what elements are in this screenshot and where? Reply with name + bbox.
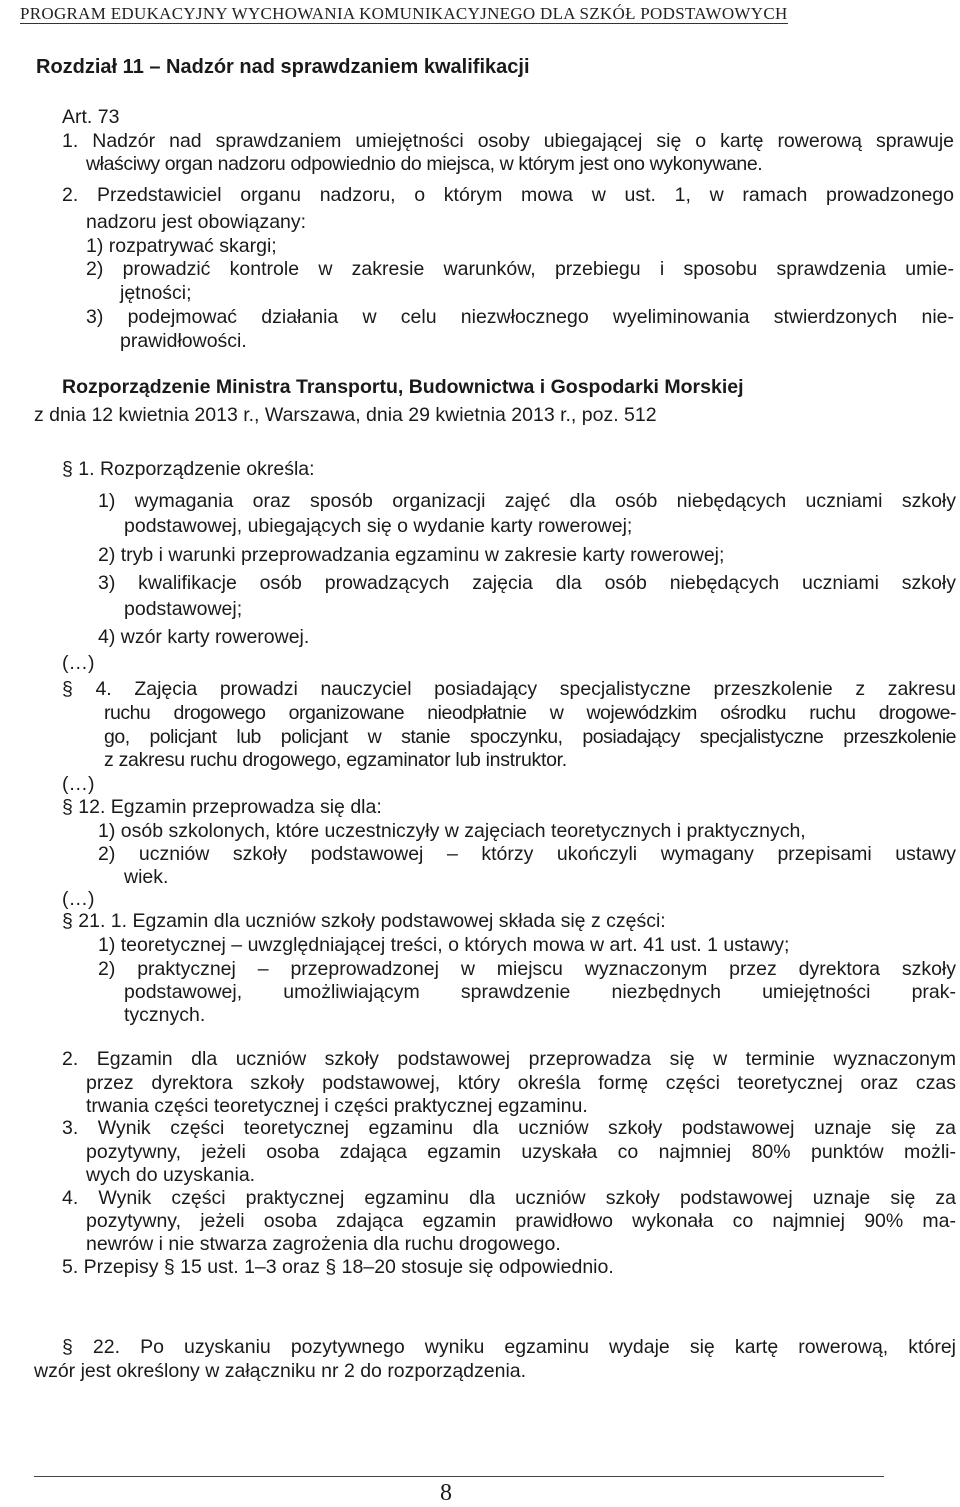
section21-item2-line3: tycznych. bbox=[124, 1004, 206, 1026]
art73-item2-line2: jętności; bbox=[120, 282, 192, 304]
section21-item2-line2: podstawowej, umożliwiającym sprawdzenie niezbędnych umiejętności prak- bbox=[124, 981, 956, 1003]
section21-p3-line2: pozytywny, jeżeli osoba zdająca egzamin uzyskała co najmniej 80% punktów możli- bbox=[86, 1141, 956, 1163]
art73-item2-line1: 2) prowadzić kontrole w zakresie warunków, przebiegu i sposobu sprawdzenia umie- bbox=[86, 258, 954, 280]
section12-item2-line2: wiek. bbox=[124, 866, 169, 888]
section4-line2: ruchu drogowego organizowane nieodpłatnie w wojewódzkim ośrodku ruchu drogowe- bbox=[104, 702, 956, 724]
regulation-title: Rozporządzenie Ministra Transportu, Budownictwa i Gospodarki Morskiej bbox=[62, 376, 744, 398]
section1-heading: § 1. Rozporządzenie określa: bbox=[62, 458, 315, 480]
ellipsis-2: (…) bbox=[62, 773, 95, 795]
art73-item3-line1: 3) podejmować działania w celu niezwłocznego wyeliminowania stwierdzonych nie- bbox=[86, 306, 954, 328]
section21-p4-line3: newrów i nie stwarza zagrożenia dla ruchu drogowego. bbox=[86, 1233, 561, 1255]
section1-item1-line2: podstawowej, ubiegających się o wydanie karty rowerowej; bbox=[124, 515, 633, 537]
art73-item3-line2: prawidłowości. bbox=[120, 330, 247, 352]
section1-item1-line1: 1) wymagania oraz sposób organizacji zajęć dla osób niebędących uczniami szkoły bbox=[98, 490, 956, 512]
section22-line2: wzór jest określony w załączniku nr 2 do rozporządzenia. bbox=[34, 1360, 527, 1382]
article-number: Art. 73 bbox=[62, 106, 120, 128]
regulation-date: z dnia 12 kwietnia 2013 r., Warszawa, dnia 29 kwietnia 2013 r., poz. 512 bbox=[34, 404, 657, 426]
art73-p2-line2: nadzoru jest obowiązany: bbox=[86, 211, 307, 233]
section4-line3: go, policjant lub policjant w stanie spoczynku, posiadający specjalistyczne przeszkolenie bbox=[104, 726, 956, 748]
section21-p4-line1: 4. Wynik części praktycznej egzaminu dla uczniów szkoły podstawowej uznaje się za bbox=[62, 1187, 956, 1209]
section4-line1: § 4. Zajęcia prowadzi nauczyciel posiadający specjalistyczne przeszkolenie z zakresu bbox=[62, 678, 956, 700]
page-header bbox=[20, 4, 940, 24]
section21-heading: § 21. 1. Egzamin dla uczniów szkoły podstawowej składa się z części: bbox=[62, 910, 666, 932]
art73-p1-line2: właściwy organ nadzoru odpowiednio do miejsca, w którym jest ono wykonywane. bbox=[86, 153, 763, 175]
section12-item2-line1: 2) uczniów szkoły podstawowej – którzy ukończyli wymagany przepisami ustawy bbox=[98, 843, 956, 865]
section21-item2-line1: 2) praktycznej – przeprowadzonej w miejscu wyznaczonym przez dyrektora szkoły bbox=[98, 958, 956, 980]
section21-p3-line3: wych do uzyskania. bbox=[86, 1164, 256, 1186]
section1-item2: 2) tryb i warunki przeprowadzania egzaminu w zakresie karty rowerowej; bbox=[98, 544, 725, 566]
art73-item1: 1) rozpatrywać skargi; bbox=[86, 235, 277, 257]
art73-p2-line1: 2. Przedstawiciel organu nadzoru, o którym mowa w ust. 1, w ramach prowadzonego bbox=[62, 184, 954, 206]
ellipsis-1: (…) bbox=[62, 652, 95, 674]
section21-p2-line3: trwania części teoretycznej i części praktycznej egzaminu. bbox=[86, 1095, 588, 1117]
page-header-text: PROGRAM EDUKACYJNY WYCHOWANIA KOMUNIKACYJNEGO DLA SZKÓŁ PODSTAWOWYCH bbox=[20, 4, 788, 23]
section21-p2-line2: przez dyrektora szkoły podstawowej, który określa formę części teoretycznej oraz czas bbox=[86, 1072, 956, 1094]
section21-p4-line2: pozytywny, jeżeli osoba zdająca egzamin prawidłowo wykonała co najmniej 90% ma- bbox=[86, 1210, 956, 1232]
art73-p1-line1: 1. Nadzór nad sprawdzaniem umiejętności osoby ubiegającej się o kartę rowerową sprawuje bbox=[62, 130, 954, 152]
section12-item1: 1) osób szkolonych, które uczestniczyły w zajęciach teoretycznych i praktycznych, bbox=[98, 820, 806, 842]
chapter-title: Rozdział 11 – Nadzór nad sprawdzaniem kwalifikacji bbox=[36, 56, 530, 78]
section1-item3-line1: 3) kwalifikacje osób prowadzących zajęcia dla osób niebędących uczniami szkoły bbox=[98, 572, 956, 594]
footer-divider bbox=[34, 1476, 884, 1477]
section1-item4: 4) wzór karty rowerowej. bbox=[98, 626, 310, 648]
page-number: 8 bbox=[440, 1480, 452, 1506]
section21-p3-line1: 3. Wynik części teoretycznej egzaminu dla uczniów szkoły podstawowej uznaje się za bbox=[62, 1117, 956, 1139]
section4-line4: z zakresu ruchu drogowego, egzaminator lub instruktor. bbox=[104, 749, 567, 771]
section12-heading: § 12. Egzamin przeprowadza się dla: bbox=[62, 796, 382, 818]
section1-item3-line2: podstawowej; bbox=[124, 598, 243, 620]
ellipsis-3: (…) bbox=[62, 888, 95, 910]
section21-p5: 5. Przepisy § 15 ust. 1–3 oraz § 18–20 stosuje się odpowiednio. bbox=[62, 1256, 614, 1278]
section22-line1: § 22. Po uzyskaniu pozytywnego wyniku egzaminu wydaje się kartę rowerową, której bbox=[62, 1336, 956, 1358]
section21-p2-line1: 2. Egzamin dla uczniów szkoły podstawowej przeprowadza się w terminie wyznaczonym bbox=[62, 1048, 956, 1070]
section21-item1: 1) teoretycznej – uwzględniającej treści, o których mowa w art. 41 ust. 1 ustawy; bbox=[98, 934, 790, 956]
